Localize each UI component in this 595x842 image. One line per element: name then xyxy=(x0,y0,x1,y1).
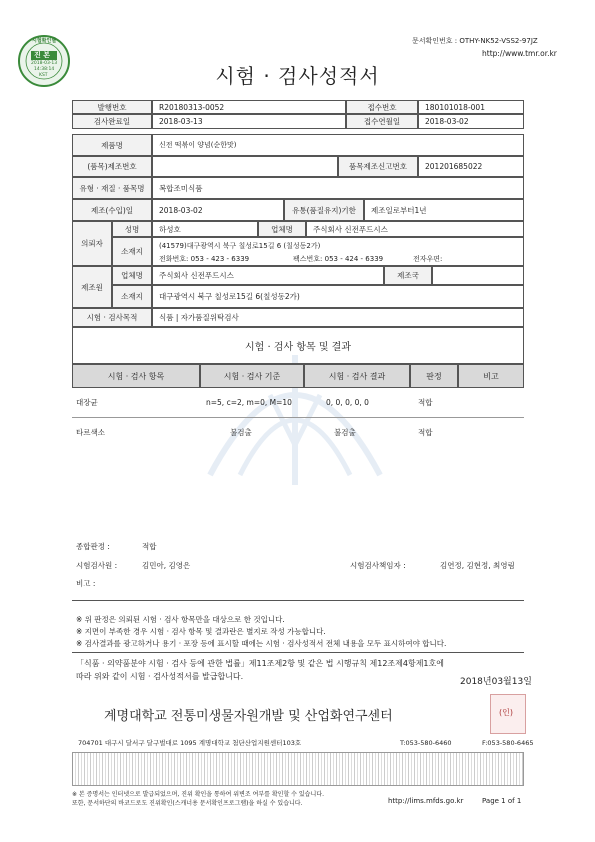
law-line-2: 따라 위와 같이 시험 · 검사성적서를 발급합니다. xyxy=(76,672,244,681)
maker-address: 대구광역시 북구 칠성로15길 6(칠성동2가) xyxy=(152,285,524,308)
product-label: 제품명 xyxy=(72,134,152,156)
mfg-no xyxy=(152,156,338,177)
client-name-label: 성명 xyxy=(112,221,152,237)
results-section-title: 시험 · 검사 항목 및 결과 xyxy=(72,327,524,364)
table-row xyxy=(72,418,524,448)
footer-line-1: ※ 본 증명서는 인터넷으로 발급되었으며, 진위 확인을 통하여 위변조 여부를 확인할 수 있습니다. xyxy=(72,791,324,798)
institution-address: 704701 대구시 달서구 달구벌대로 1095 계명대학교 첨단산업지원센터103호 xyxy=(78,739,302,747)
client-tel: 전화번호: 053 - 423 - 6339 xyxy=(159,255,250,263)
managers: 김연정, 김현정, 최영림 xyxy=(440,561,515,570)
overall-judge-label: 종합판정 : xyxy=(76,542,110,551)
result-judge: 적합 xyxy=(418,428,433,437)
seal-time: 14:38:14 xyxy=(34,67,55,72)
maker-address-label: 소재지 xyxy=(112,285,152,308)
result-standard: n=5, c=2, m=0, M=10 xyxy=(206,398,292,407)
receipt-date-label: 접수연월일 xyxy=(346,114,418,129)
table-row xyxy=(72,388,524,418)
client-company-label: 업체명 xyxy=(258,221,306,237)
institution-fax: F:053-580-6465 xyxy=(482,739,534,747)
maker-company: 주식회사 신전푸드시스 xyxy=(152,266,384,285)
client-company: 주식회사 신전푸드시스 xyxy=(306,221,524,237)
remark-label: 비고 : xyxy=(76,579,96,588)
divider xyxy=(72,600,524,601)
result-item: 타르색소 xyxy=(76,428,105,437)
expiry-label: 유통(품질유지)기한 xyxy=(284,199,364,221)
receipt-date: 2018-03-02 xyxy=(418,114,524,129)
mfg-date: 2018-03-02 xyxy=(152,199,284,221)
result-value: 0, 0, 0, 0, 0 xyxy=(326,398,369,407)
stamp-text: (인) xyxy=(499,708,513,717)
institution-tel: T:053-580-6460 xyxy=(400,739,452,747)
result-item: 대장균 xyxy=(76,398,98,407)
inspection-date: 2018-03-13 xyxy=(152,114,346,129)
document-title: 시험 · 검사성적서 xyxy=(215,64,380,88)
note-1: ※ 위 판정은 의뢰된 시험 · 검사 항목만을 대상으로 한 것입니다. xyxy=(76,615,285,624)
client-address-cell xyxy=(152,237,524,266)
client-label: 의뢰자 xyxy=(72,221,112,266)
site-url[interactable]: http://www.tmr.or.kr xyxy=(482,49,557,58)
verification-barcode xyxy=(72,752,524,786)
client-name: 하성호 xyxy=(152,221,258,237)
receipt-no: 180101018-001 xyxy=(418,100,524,114)
page-number: Page 1 of 1 xyxy=(482,797,522,805)
result-standard: 불검출 xyxy=(230,428,252,437)
seal-center-text: 진 본 xyxy=(34,51,50,59)
document-confirmation-number: 문서확인번호 : OTHY-NK52-VSS2-97JZ xyxy=(412,37,538,45)
report-no-label: 품목제조신고번호 xyxy=(338,156,418,177)
type-label: 유형 · 재질 · 품목명 xyxy=(72,177,152,199)
inspector-label: 시험검사원 : xyxy=(76,561,118,570)
institution-name: 계명대학교 전통미생물자원개발 및 산업화연구센터 xyxy=(104,709,393,724)
col-standard: 시험 · 검사 기준 xyxy=(200,364,304,388)
maker-company-label: 업체명 xyxy=(112,266,152,285)
col-note: 비고 xyxy=(458,364,524,388)
expiry: 제조일로부터1년 xyxy=(364,199,524,221)
purpose-label: 시험 · 검사목적 xyxy=(72,308,152,327)
receipt-no-label: 접수번호 xyxy=(346,100,418,114)
issue-no-label: 발행번호 xyxy=(72,100,152,114)
client-address-label: 소재지 xyxy=(112,237,152,266)
result-judge: 적합 xyxy=(418,398,433,407)
product-name: 신전 떡볶이 양념(순한맛) xyxy=(152,134,524,156)
note-3: ※ 검사결과를 광고하거나 용기 · 포장 등에 표시할 때에는 시험 · 검사성적서 전체 내용을 모두 표시하여야 합니다. xyxy=(76,639,447,648)
purpose: 식품 | 자가품질위탁검사 xyxy=(152,308,524,327)
seal-arc-text: 시험확인필 xyxy=(32,38,57,44)
type-value: 복합조미식품 xyxy=(152,177,524,199)
institution-stamp xyxy=(490,694,526,734)
issue-date: 2018년03월13일 xyxy=(460,677,532,687)
client-address: (41579)대구광역시 북구 칠성로15길 6 (칠성동2가) xyxy=(159,242,321,250)
inspection-date-label: 검사완료일 xyxy=(72,114,152,129)
country-label: 제조국 xyxy=(384,266,432,285)
client-fax: 팩스번호: 053 - 424 - 6339 xyxy=(293,255,384,263)
manager-label: 시험검사책임자 : xyxy=(350,561,406,570)
mfg-date-label: 제조(수입)일 xyxy=(72,199,152,221)
client-email: 전자우편: xyxy=(413,255,443,263)
report-no: 201201685022 xyxy=(418,156,524,177)
note-2: ※ 지면이 부족한 경우 시험 · 검사 항목 및 결과란은 별지로 작성 가능합니다. xyxy=(76,627,326,636)
issue-no: R20180313-0052 xyxy=(152,100,346,114)
seal-org: KST xyxy=(39,73,48,78)
mfg-no-label: (품목)제조번호 xyxy=(72,156,152,177)
col-judge: 판정 xyxy=(410,364,458,388)
maker-label: 제조원 xyxy=(72,266,112,308)
footer-line-2: 또한, 문서하단의 바코드로도 진위확인(스캐너용 문서확인프로그램)을 하실 수 있습니다. xyxy=(72,800,303,807)
col-item: 시험 · 검사 항목 xyxy=(72,364,200,388)
country xyxy=(432,266,524,285)
col-result: 시험 · 검사 결과 xyxy=(304,364,410,388)
inspectors: 김민아, 김영은 xyxy=(142,561,191,570)
law-line-1: 「식품 · 의약품분야 시험 · 검사 등에 관한 법률」제11조제2항 및 같은 법 시행규칙 제12조제4항제1호에 xyxy=(76,659,444,668)
overall-judge: 적합 xyxy=(142,542,157,551)
divider xyxy=(72,652,524,653)
result-value: 불검출 xyxy=(334,428,356,437)
seal-date: 2018-03-13 xyxy=(31,61,58,66)
footer-url[interactable]: http://lims.mfds.go.kr xyxy=(388,797,464,805)
